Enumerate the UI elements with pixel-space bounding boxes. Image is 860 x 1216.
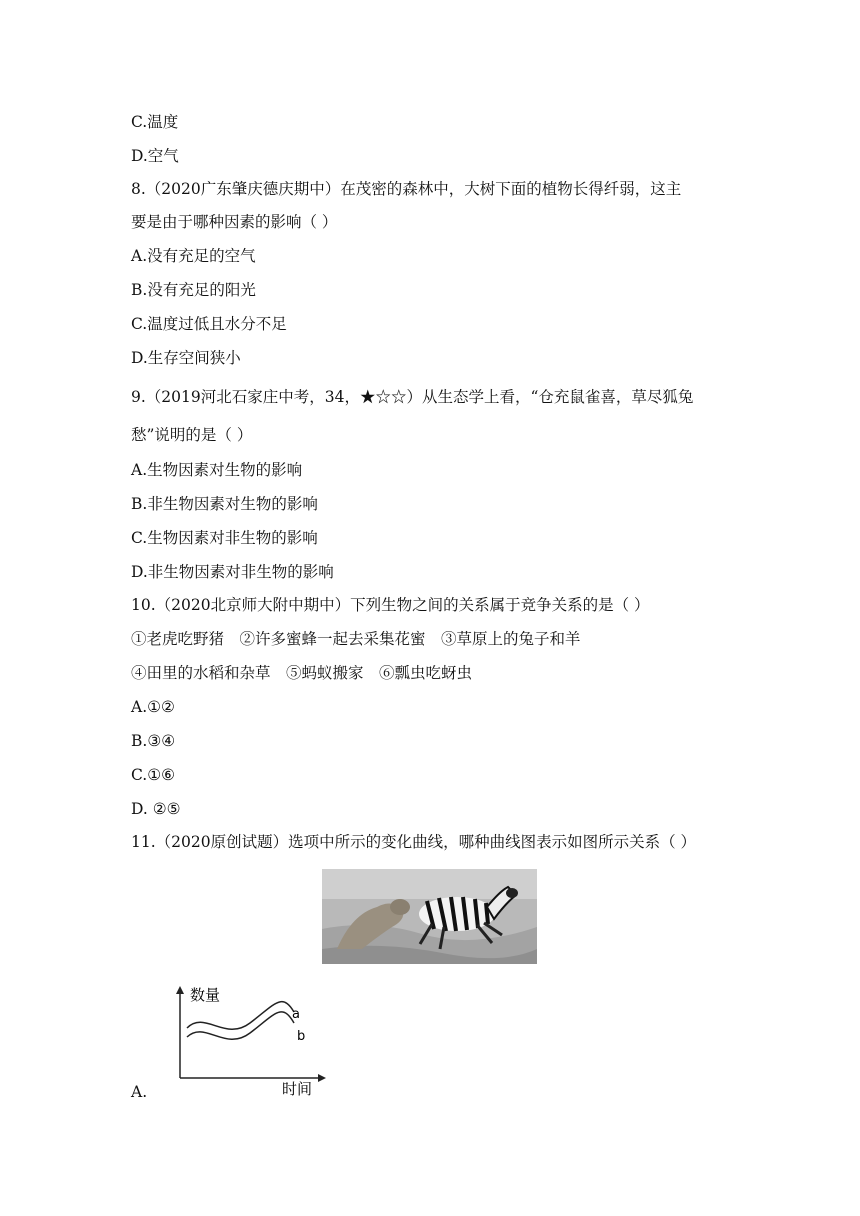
question-10-option-d: D. ②⑤ [131, 800, 181, 818]
curve-b [187, 1012, 294, 1039]
question-9-option-a: A.生物因素对生物的影响 [131, 461, 303, 479]
question-11-stem: 11.（2020原创试题）选项中所示的变化曲线，哪种曲线图表示如图所示关系（ ） [131, 833, 697, 851]
question-8-option-d: D.生存空间狭小 [131, 349, 241, 367]
question-10-stem: 10.（2020北京师大附中期中）下列生物之间的关系属于竞争关系的是（ ） [131, 596, 650, 614]
curve-a [187, 1002, 294, 1030]
y-axis-arrow-icon [176, 986, 184, 994]
question-8-option-a: A.没有充足的空气 [131, 247, 256, 265]
question-8-stem-line1: 8.（2020广东肇庆德庆期中）在茂密的森林中，大树下面的植物长得纤弱，这主 [131, 180, 682, 198]
question-9-stem-line2: 愁”说明的是（ ） [131, 426, 253, 444]
graph-figure [170, 980, 340, 1098]
question-8-option-c: C.温度过低且水分不足 [131, 315, 287, 333]
question-8-option-b: B.没有充足的阳光 [131, 281, 256, 299]
zebra-lion-illustration [322, 869, 537, 964]
option-c-temperature: C.温度 [131, 113, 179, 131]
curve-a-label: a [292, 1007, 300, 1022]
zebra-lion-photo [322, 869, 537, 964]
question-9-stem-line1: 9.（2019河北石家庄中考，34，★☆☆）从生态学上看，“仓充鼠雀喜，草尽狐兔 [131, 388, 694, 406]
option-d-air: D.空气 [131, 147, 179, 165]
question-11-option-a: A. [131, 1083, 148, 1101]
curve-b-label: b [297, 1029, 306, 1044]
population-graph-option-a [170, 980, 340, 1098]
question-10-option-a: A.①② [131, 698, 175, 716]
question-9-option-b: B.非生物因素对生物的影响 [131, 495, 318, 513]
question-10-option-c: C.①⑥ [131, 766, 176, 784]
question-8-stem-line2: 要是由于哪种因素的影响（ ） [131, 213, 338, 231]
question-10-option-b: B.③④ [131, 732, 176, 750]
x-axis-label: 时间 [282, 1080, 313, 1098]
question-9-option-d: D.非生物因素对非生物的影响 [131, 563, 334, 581]
x-axis-arrow-icon [318, 1074, 326, 1082]
question-9-option-c: C.生物因素对非生物的影响 [131, 529, 318, 547]
question-10-items-line2: ④田里的水稻和杂草 ⑤蚂蚁搬家 ⑥瓢虫吃蚜虫 [131, 664, 473, 682]
y-axis-label: 数量 [190, 986, 221, 1004]
question-10-items-line1: ①老虎吃野猪 ②许多蜜蜂一起去采集花蜜 ③草原上的兔子和羊 [131, 630, 581, 648]
